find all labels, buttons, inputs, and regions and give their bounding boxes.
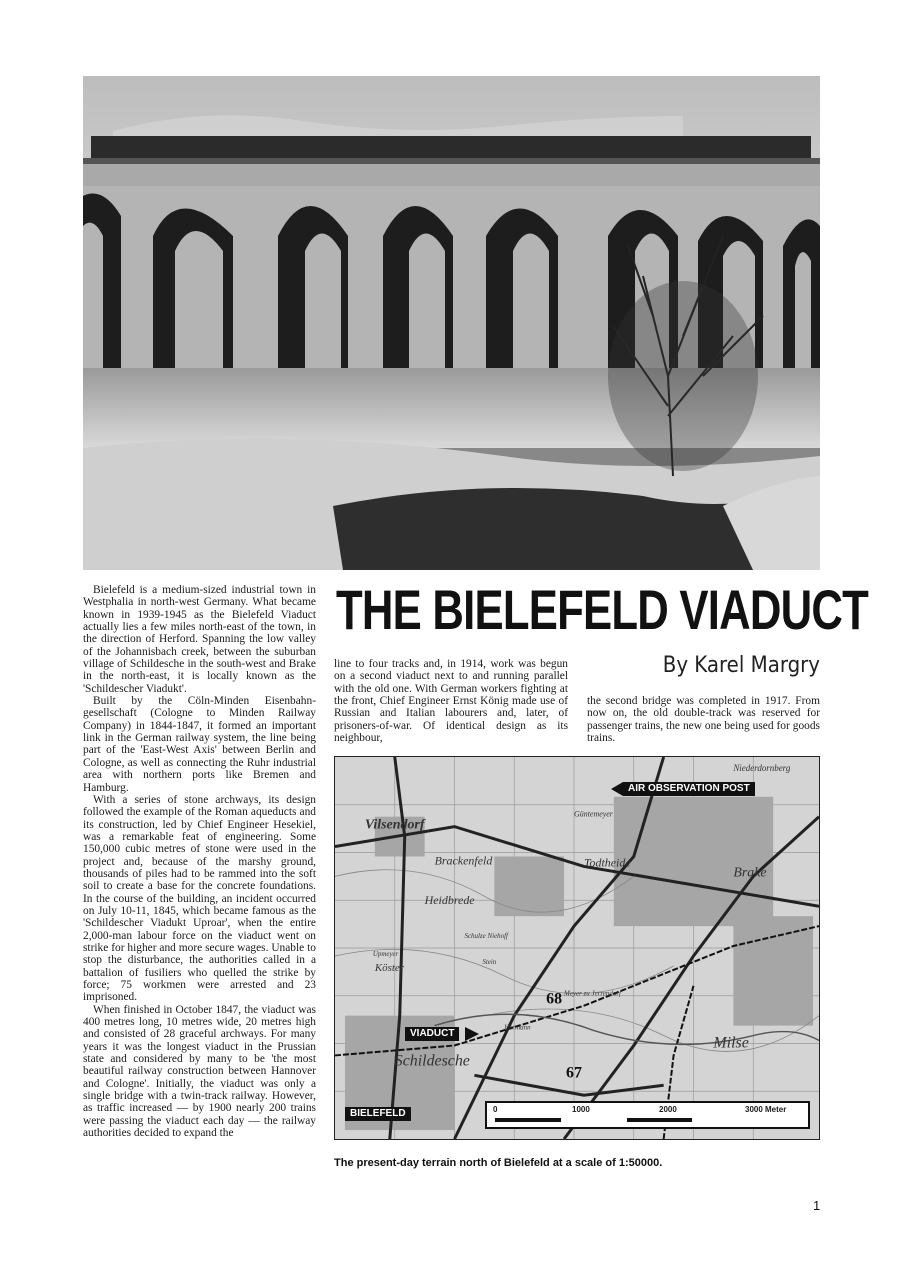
paragraph-design: With a series of stone archways, its design followed the example of the Roman aqueducts and its construction, led by Chief Engineer Hesekiel, was a remarkable feat of engineering. Some 150,000 cubic metres of stone were used in the project and, because of the marshy ground, thousands of piles had to be rammed into the soft soil to create a base for the concrete foundations. In the course of the building, an incident occurred on July 10-11, 1845, which became famous as the 'Schildescher Viadukt Uproar', when the entire 2,000-man labour force on the viaduct went on strike for higher and more secure wages. Unable to stop the disturbance, the authorities called in a battalion of fusiliers who quelled the strike by force; 75 workmen were arrested and 23 imprisoned. xyxy=(83,793,316,1004)
place-name: Schildesche xyxy=(394,1052,470,1070)
place-name: Milse xyxy=(713,1034,749,1052)
place-name: Meyer zu Jerrendorf xyxy=(564,989,621,998)
place-name: Stein xyxy=(482,957,497,966)
road-number: 67 xyxy=(566,1064,582,1082)
place-name: Brake xyxy=(733,865,767,881)
place-name: Hermann xyxy=(504,1023,531,1032)
paragraph-intro: Bielefeld is a medium-sized industrial town in Westphalia in north-west Germany. What became known in 1939-1945 as the Bielefeld Viaduct actually lies a few miles north-east of the town, in the direction of Herford. Spanning the low valley of the Johannisbach creek, between the suburban village of Schildesche in the south-west and Brake in the north-east, it is locally known as the 'Schildescher Viadukt'. xyxy=(83,584,316,695)
paragraph-construction: Built by the Cöln-Minden Eisenbahn-gesellschaft (Cologne to Minden Railway Company) in 1844-1847, it formed an important link in the German railway system, the line being part of the 'East-West Axis' between Berlin and Cologne, as well as connecting the Ruhr industrial area with northern ports like Bremen and Hamburg. xyxy=(83,695,316,794)
place-name: Niederdornberg xyxy=(733,762,791,773)
scale-bar xyxy=(485,1101,810,1129)
paragraph-second-bridge: the second bridge was completed in 1917. From now on, the old double-track was reserved for passenger trains, the new one being used for goods trains. xyxy=(587,695,820,745)
article-column-3 xyxy=(587,695,820,744)
place-name: Güntemeyer xyxy=(574,809,613,819)
terrain-map xyxy=(334,756,820,1140)
article-byline: By Karel Margry xyxy=(662,653,820,678)
article-column-2 xyxy=(334,658,568,744)
viaduct-label: VIADUCT xyxy=(405,1027,459,1041)
place-name: Schulze Niehoff xyxy=(464,932,508,941)
place-name: Köster xyxy=(374,961,405,974)
scale-tick: 3000 Meter xyxy=(745,1105,787,1114)
place-name: Brackenfeld xyxy=(434,853,493,868)
viaduct-photo xyxy=(83,76,820,570)
paragraph-completion: When finished in October 1847, the viaduct was 400 metres long, 10 metres wide, 20 metres high and consisted of 28 graceful archways. For many years it was the longest viaduct in the Prussian state and considered by many to be 'the most beautiful railway construction between Hannover and Cologne'. Initially, the viaduct was only a single bridge with a twin-track railway. However, as traffic increased — by 1900 nearly 200 trains were passing the viaduct each day — the railway authorities decided to expand the xyxy=(83,1003,316,1140)
scale-tick: 2000 xyxy=(659,1105,677,1114)
scale-tick: 0 xyxy=(493,1105,498,1114)
place-name: Todtheide xyxy=(583,855,631,870)
scale-tick: 1000 xyxy=(572,1105,590,1114)
article-title: THE BIELEFELD VIADUCT xyxy=(336,578,869,641)
page-number: 1 xyxy=(813,1198,821,1213)
air-observation-post-label: AIR OBSERVATION POST xyxy=(623,782,755,796)
place-name: Vilsendorf xyxy=(364,817,425,833)
bielefeld-label: BIELEFELD xyxy=(345,1107,411,1121)
place-name: Upmeyer xyxy=(372,949,399,958)
map-caption: The present-day terrain north of Bielefeld at a scale of 1:50000. xyxy=(334,1157,663,1169)
article-column-1 xyxy=(83,584,316,1139)
paragraph-expansion: line to four tracks and, in 1914, work was begun on a second viaduct next to and running parallel with the old one. With German workers fighting at the front, Chief Engineer Ernst König made use of Russian and Italian labourers and, later, of prisoners-of-war. Of identical design as its neighbour, xyxy=(334,658,568,745)
air-observation-post-arrow-icon xyxy=(611,782,623,796)
road-number: 68 xyxy=(546,990,563,1008)
viaduct-arrow-icon xyxy=(465,1027,479,1041)
place-name: Heidbrede xyxy=(424,893,475,908)
